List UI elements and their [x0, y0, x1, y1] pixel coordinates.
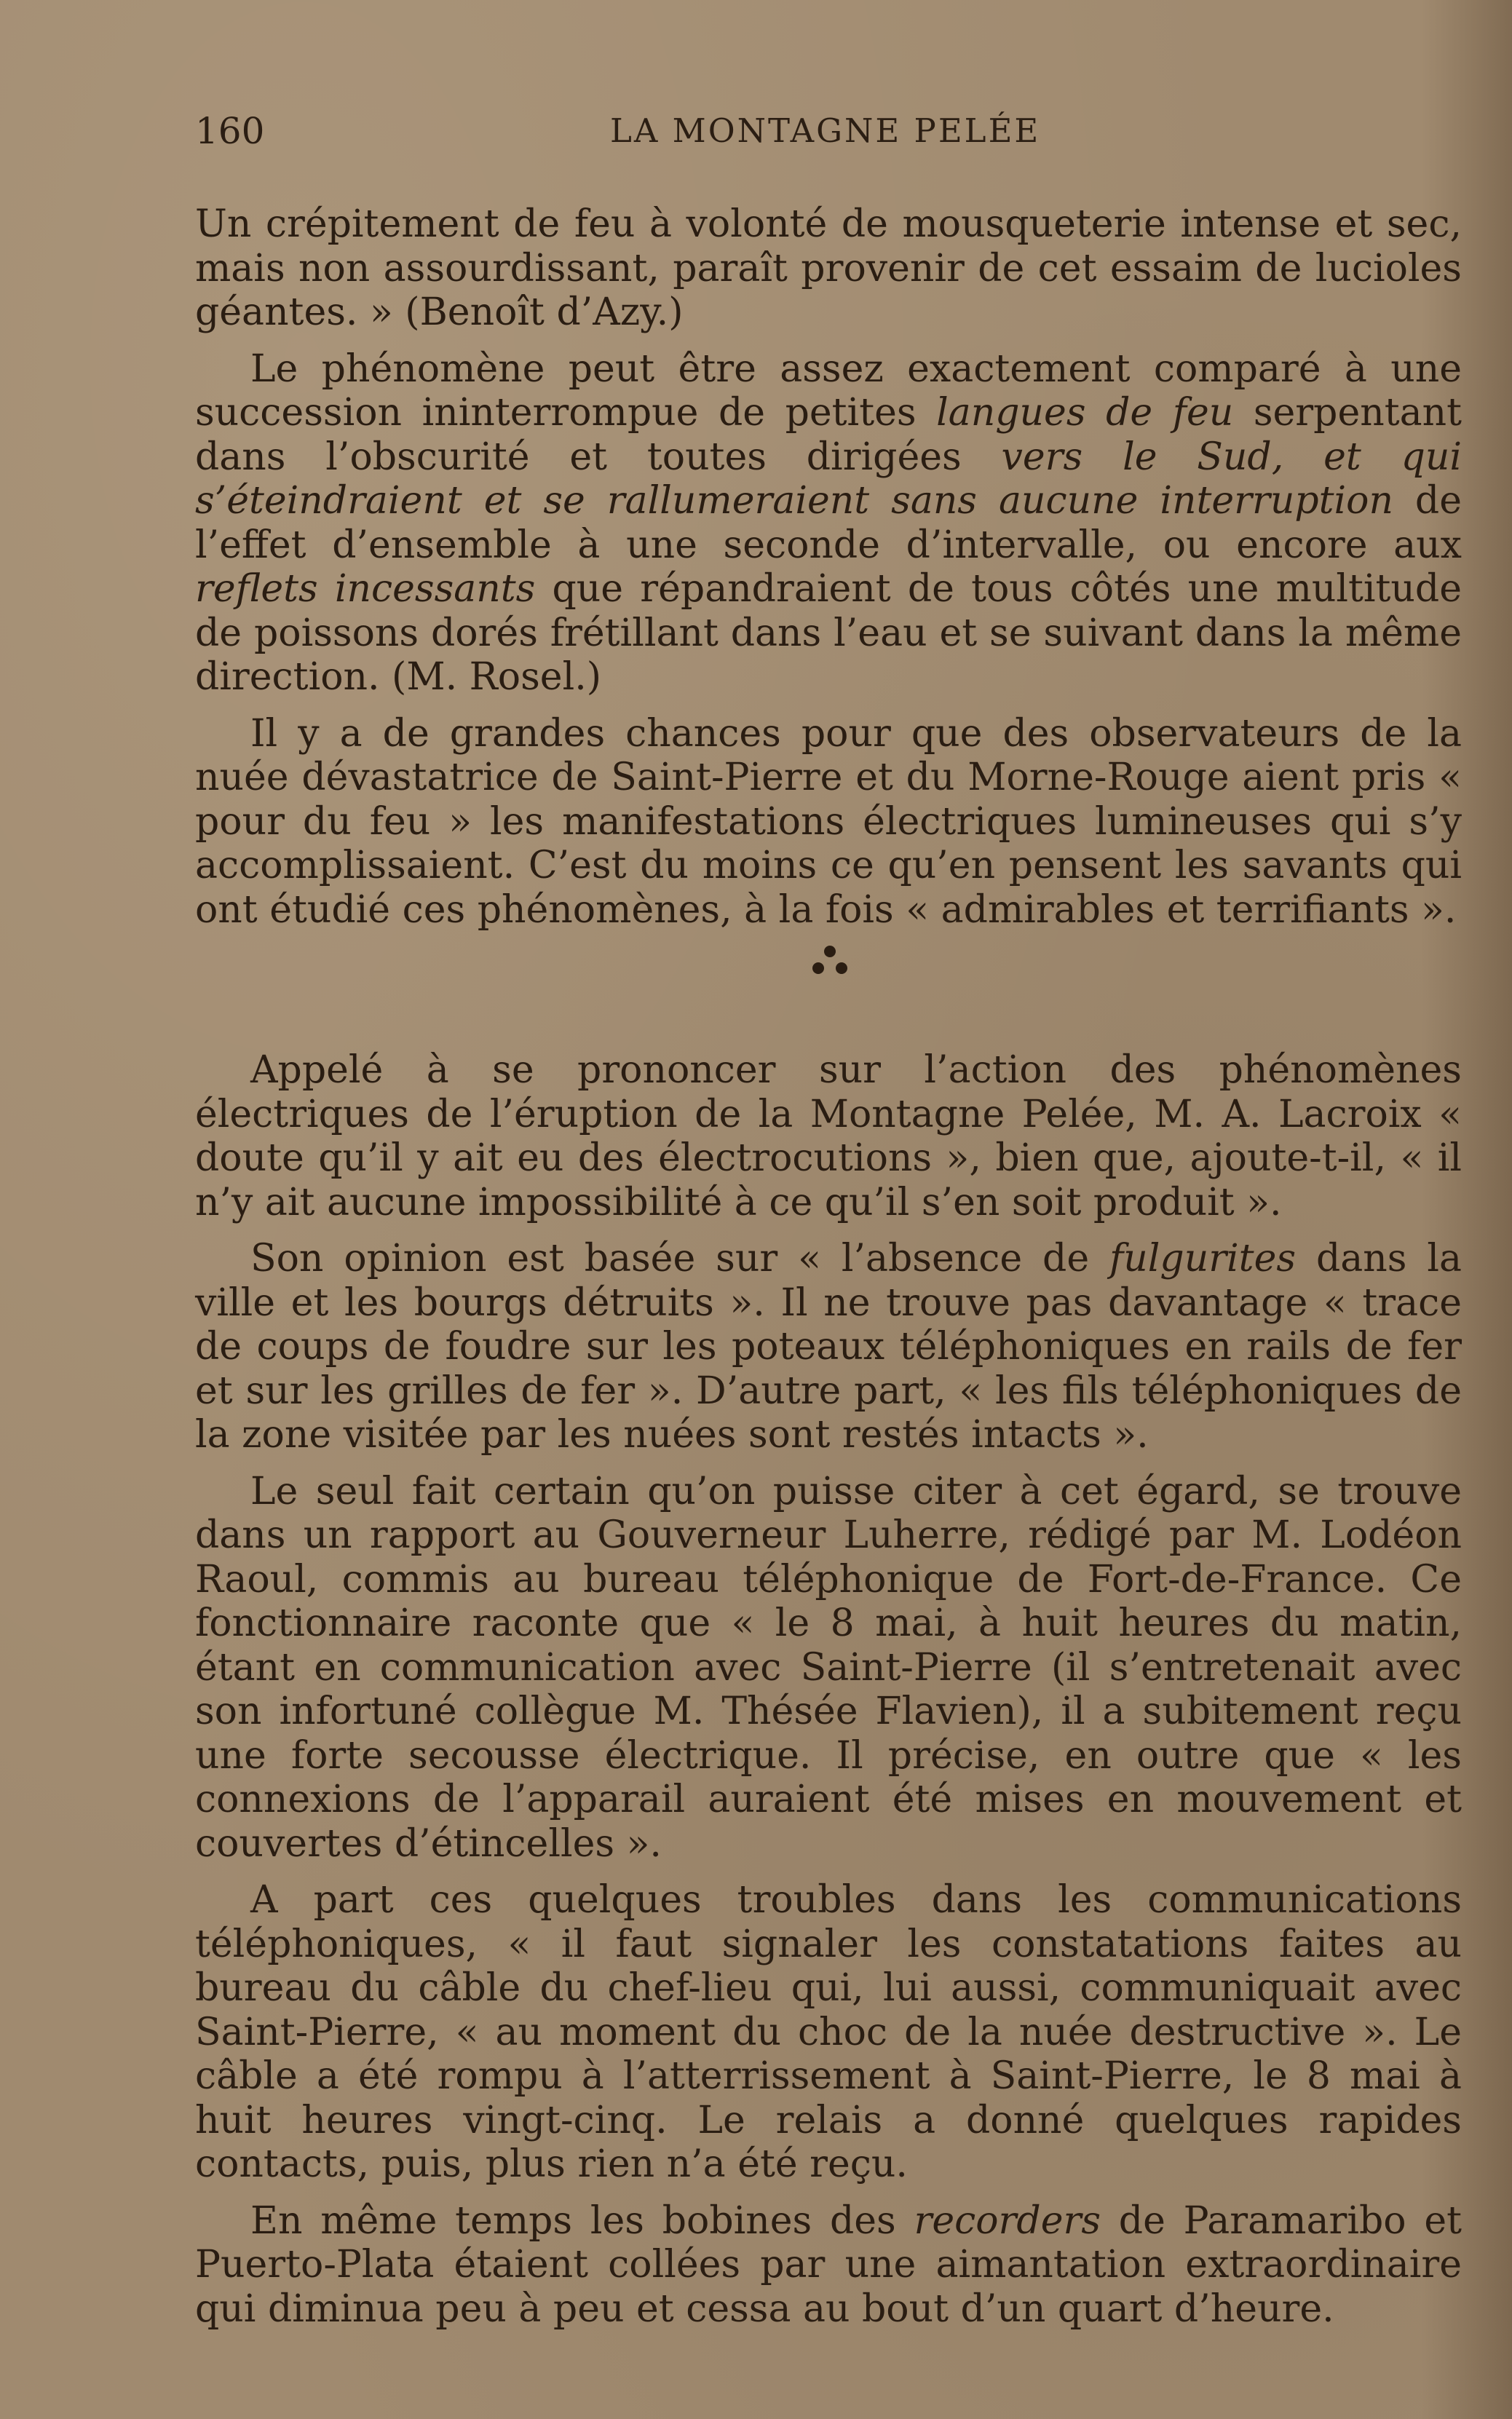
italic-text: reflets incessants — [195, 567, 536, 611]
italic-text: langues de feu — [936, 391, 1234, 435]
text: de l’effet d’ensemble à une seconde d’intervalle, ou encore aux — [195, 479, 1462, 567]
paragraph-text: Il y a de grandes chances pour que des observateurs de la nuée dévastatrice de Saint-Pierre et du Morne-Rouge aient pris « pour du feu » les manifestations électriques lumineuses qui s’y accomplissaient. C’est du moins ce qu’en pensent les savants qui ont étudié ces phénomènes, à la fois « admirables et terrifiants ». — [195, 711, 1462, 932]
section-2 — [195, 1048, 1462, 2331]
asterism-dot-top — [824, 946, 836, 957]
text: En même temps les bobines des — [250, 2198, 914, 2243]
paragraph-text: Un crépitement de feu à volonté de mousqueterie intense et sec, mais non assourdissant, paraît provenir de cet essaim de lucioles géantes. » (Benoît d’Azy.) — [195, 202, 1462, 334]
text: serpentant dans l’obscurité et toutes dirigées — [195, 391, 1462, 479]
asterism-ornament — [808, 939, 852, 983]
paragraph-text: A part ces quelques troubles dans les communications téléphoniques, « il faut signaler les constatations faites au bureau du câble du chef-lieu qui, lui aussi, communiquait avec Saint-Pierre, « au moment du choc de la nuée destructive ». Le câble a été rompu à l’atterrissement à Saint-Pierre, le 8 mai à huit heures vingt-cinq. Le relais a donné quelques rapides contacts, puis, plus rien n’a été reçu. — [195, 1878, 1462, 2186]
text: de Paramaribo et Puerto-Plata étaient collées par une aimantation extraordinaire qui diminua peu à peu et cessa au bout d’un quart d’heure. — [195, 2198, 1462, 2331]
italic-text: recorders — [914, 2198, 1101, 2243]
italic-text: vers le Sud, et qui s’éteindraient et se rallumeraient sans aucune interruption — [195, 435, 1462, 523]
asterism-dot-left — [812, 962, 824, 974]
paragraph — [195, 1237, 1462, 1457]
italic-text: fulgurites — [1109, 1237, 1297, 1280]
paragraph — [195, 712, 1462, 933]
text: dans la ville et les bourgs détruits ». Il ne trouve pas davantage « trace de coups de foudre sur les poteaux téléphoniques en rails de fer et sur les grilles de fer ». D’autre part, « les fils téléphoniques de la zone visitée par les nuées sont restés intacts ». — [195, 1237, 1462, 1457]
running-head — [195, 102, 1462, 160]
paragraph — [195, 2199, 1462, 2332]
paragraph — [195, 1470, 1462, 1866]
running-title: LA MONTAGNE PELÉE — [610, 111, 1041, 150]
paragraph — [195, 1048, 1462, 1224]
text: Le phénomène peut être assez exactement comparé à une succession ininterrompue de petites — [195, 347, 1462, 435]
paragraph — [195, 1878, 1462, 2187]
page-number: 160 — [195, 110, 265, 152]
asterism-dot-right — [836, 962, 847, 974]
text: que répandraient de tous côtés une multitude de poissons dorés frétillant dans l’eau et se suivant dans la même direction. (M. Rosel.) — [195, 567, 1462, 699]
paragraph — [195, 202, 1462, 335]
section-1 — [195, 202, 1462, 932]
paragraph-text: Appelé à se prononcer sur l’action des phénomènes électriques de l’éruption de la Montagne Pelée, M. A. Lacroix « doute qu’il y ait eu des électrocutions », bien que, ajoute-t-il, « il n’y ait aucune impossibilité à ce qu’il s’en soit produit ». — [195, 1048, 1462, 1224]
paragraph-text: Le seul fait certain qu’on puisse citer à cet égard, se trouve dans un rapport au Gouverneur Luherre, rédigé par M. Lodéon Raoul, commis au bureau téléphonique de Fort-de-France. Ce fonctionnaire raconte que « le 8 mai, à huit heures du matin, étant en communication avec Saint-Pierre (il s’entretenait avec son infortuné collègue M. Thésée Flavien), il a subitement reçu une forte secousse électrique. Il précise, en outre que « les connexions de l’apparail auraient été mises en mouvement et couvertes d’étincelles ». — [195, 1469, 1462, 1866]
paragraph — [195, 347, 1462, 700]
text: Son opinion est basée sur « l’absence de — [250, 1237, 1110, 1280]
